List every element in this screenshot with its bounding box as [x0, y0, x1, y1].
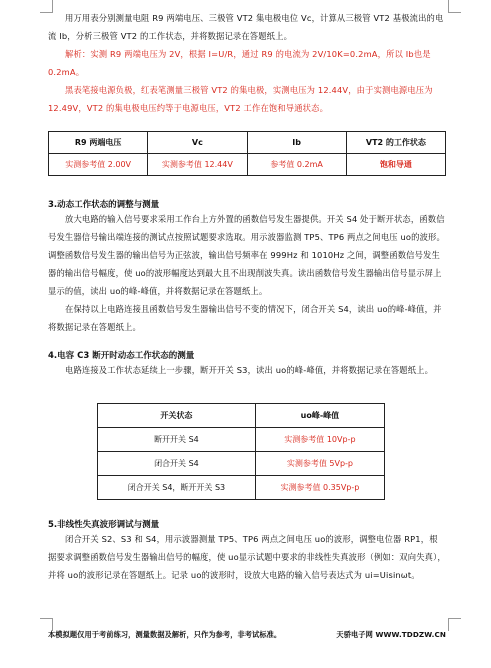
cell-switch-state: 闭合开关 S4: [98, 452, 256, 476]
header-r9-voltage: R9 两端电压: [49, 132, 148, 154]
switch-state-table: [97, 403, 385, 500]
header-vc: Vc: [148, 132, 247, 154]
cell-vt2-state: 饱和导通: [346, 154, 445, 176]
cell-uo-peak: 实测参考值 10Vp-p: [255, 428, 384, 452]
header-uo-peak: uo峰-峰值: [255, 404, 384, 428]
table-header-row: [98, 404, 385, 428]
section-4-title: 4.电容 C3 断开时动态工作状态的测量: [48, 351, 195, 361]
table-row: [98, 428, 385, 452]
crop-mark-bottom-right: [448, 618, 461, 631]
footer-disclaimer: 本模拟题仅用于考前练习，测量数据及解析，只作为参考，非考试标准。: [48, 630, 282, 639]
footer-website: 天骄电子网 WWW.TDDZW.CN: [336, 630, 446, 639]
section-5-title: 5.非线性失真波形调试与测量: [48, 520, 160, 530]
analysis-paragraph-2: 黑表笔接电源负极，红表笔测量三极管 VT2 的集电极，实测电压为 12.44V，由于实测电源电压为 12.49V，VT2 的集电极电压约等于电源电压，VT2 工作在饱和导通状态。: [48, 85, 433, 113]
analysis-paragraph-1: 解析：实测 R9 两端电压为 2V，根据 I=U/R，通过 R9 的电流为 2V/10K=0.2mA，所以 Ib也是 0.2mA。: [48, 49, 431, 77]
table-row: [98, 452, 385, 476]
cell-switch-state: 闭合开关 S4，断开开关 S3: [98, 476, 256, 500]
table-header-row: [49, 132, 446, 154]
cell-vc: 实测参考值 12.44V: [148, 154, 247, 176]
header-vt2-state: VT2 的工作状态: [346, 132, 445, 154]
table-row: [49, 154, 446, 176]
header-ib: Ib: [247, 132, 346, 154]
cell-ib: 参考值 0.2mA: [247, 154, 346, 176]
crop-mark-top-right: [448, 0, 461, 13]
cell-switch-state: 断开开关 S4: [98, 428, 256, 452]
section-5-paragraph: 闭合开关 S2、S3 和 S4，用示波器测量 TP5、TP6 两点之间电压 uo的波形，调整电位器 RP1，根据要求调整函数信号发生器输出信号的幅度，使 uo显示试题中要求的非线性失真波形（例如：双向失真），并将 uo的波形记录在答题纸上。记录 uo的波形时，设放大电路的输入信号表达式为 ui=Uisinωt。: [48, 534, 446, 580]
cell-uo-peak: 实测参考值 0.35Vp-p: [255, 476, 384, 500]
section-3-title: 3.动态工作状态的调整与测量: [48, 200, 160, 210]
section-4-paragraph: 电路连接及工作状态延续上一步骤，断开开关 S3，读出 uo的峰-峰值，并将数据记录在答题纸上。: [65, 365, 434, 375]
cell-r9-voltage: 实测参考值 2.00V: [49, 154, 148, 176]
table-row: [98, 476, 385, 500]
static-measurement-table: [48, 131, 446, 176]
intro-paragraph: 用万用表分别测量电阻 R9 两端电压、三极管 VT2 集电极电位 Vc，计算从三极管 VT2 基极流出的电流 Ib，分析三极管 VT2 的工作状态，并将数据记录在答题纸上。: [48, 13, 444, 41]
cell-uo-peak: 实测参考值 5Vp-p: [255, 452, 384, 476]
section-3-paragraph-2: 在保持以上电路连接且函数信号发生器输出信号不变的情况下，闭合开关 S4，读出 uo的峰-峰值，并将数据记录在答题纸上。: [48, 304, 442, 332]
header-switch-state: 开关状态: [98, 404, 256, 428]
section-3-paragraph-1: 放大电路的输入信号要求采用工作台上方外置的函数信号发生器提供。开关 S4 处于断开状态，函数信号发生器信号输出端连接的测试点按照试题要求选取。用示波器监测 TP5、TP6 两点之间电压 uo的波形。调整函数信号发生器的输出信号为正弦波，输出信号频率在 999Hz 和 1010Hz 之间，调整函数信号发生器的输出信号幅度，使 uo的波形幅度达到最大且不出现削波失真。读出函数信号发生器输出信号显示屏上显示的值，读出 uo的峰-峰值，并将数据记录在答题纸上。: [48, 214, 445, 296]
